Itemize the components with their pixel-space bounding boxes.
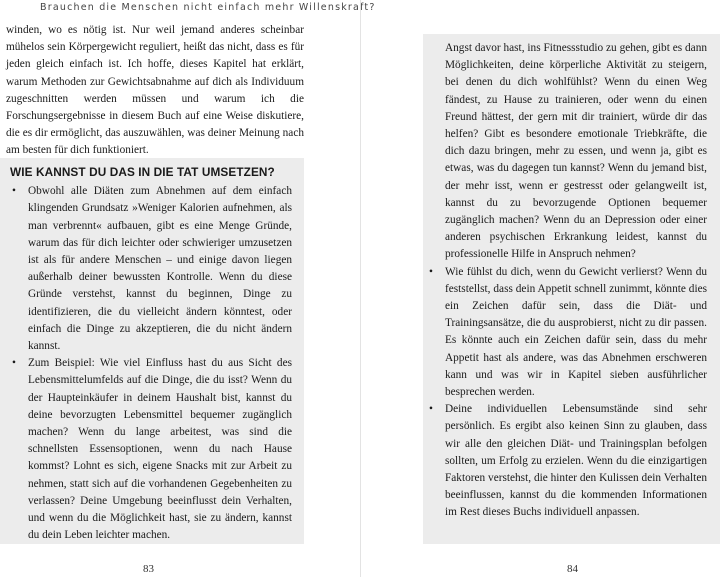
page-number-right: 84 [567, 563, 578, 575]
action-box-right [423, 34, 720, 544]
list-item: • Zum Beispiel: Wie viel Einfluss hast du aus Sicht des Lebensmittelumfelds auf die Dinge, die du isst? Wenn du der Haupteinkäufer in deinem Haushalt bist, kannst du deine bevorzugten Lebensmittel bequemer zugänglich machen? Wenn du lange arbeitest, was sind die schnellsten Essensoptionen, wenn du nach Hause kommst? Lohnt es sich, eigene Snacks mit zur Arbeit zu nehmen, statt sich auf die vorhandenen Gegebenheiten zu verlassen? Deine Umgebung beeinflusst dein Verhalten, und wenn du die Möglichkeit hast, sie zu ändern, kannst du dein Leben leichter machen. [6, 355, 304, 544]
right-page [360, 0, 720, 577]
left-body-text: winden, wo es nötig ist. Nur weil jemand anderes scheinbar mühelos sein Körpergewicht reguliert, heißt das nicht, dass es für jeden gleich einfach ist. Ich hoffe, dieses Kapitel hat erklärt, warum Methoden zur Gewichtsabnahme auf dich als Individuum zugeschnitten werden müssen und warum ich die Forschungsergebnisse in diesem Buch auf eine Weise diskutiere, die es dir ermöglicht, das auszuwählen, was deiner Meinung nach am besten für dich funktioniert. [6, 24, 304, 157]
action-box-left [0, 158, 304, 544]
running-head: Brauchen die Menschen nicht einfach mehr Willenskraft? [40, 2, 376, 13]
list-item: • Deine individuellen Lebensumstände sind sehr persönlich. Es ergibt also keinen Sinn zu glauben, dass wir alle den gleichen Diät- und Trainingsplan befolgen sollten, um Erfolg zu erzielen. Wenn du die einzigartigen Faktoren verstehst, die hinter den Kulissen dein Verhalten beeinflussen, kannst du die kommenden Informationen im Rest dieses Buchs individuell anpassen. [423, 401, 720, 521]
list-item: • Wie fühlst du dich, wenn du Gewicht verlierst? Wenn du feststellst, dass dein Appetit schnell zunimmt, könnte dies ein Zeichen dafür sein, dass die Diät- und Trainingsansätze, die du ausprobierst, nicht zu dir passen. Es könnte auch ein Zeichen dafür sein, dass du mehr Appetit hast als andere, was das Abnehmen erschweren kann und was wir in Kapitel sieben ausführlicher besprechen werden. [423, 264, 720, 402]
action-bullet-list [6, 183, 304, 544]
action-bullet-list-right [423, 264, 720, 522]
box-continuation-text: Angst davor hast, ins Fitnessstudio zu gehen, gibt es dann Möglichkeiten, deine körperliche Aktivität zu steigern, bei denen du dich wohlfühlst? Wenn du einen Weg fändest, zu Hause zu trainieren, oder wenn du einen Freund hättest, der gern mit dir trainiert, würde dir das helfen? Gibt es besondere emotionale Triebkräfte, die dich dazu bringen, mehr zu essen, und wenn ja, gibt es etwas, was du dagegen tun kannst? Wenn du jemand bist, der mehr isst, wenn er gestresst oder gelangweilt ist, kannst du zu bevorzugende Optionen bequemer zugänglich machen? Wenn du an Depression oder einer anderen psychischen Erkrankung leidest, kannst du professionelle Hilfe in Anspruch nehmen? [445, 42, 707, 261]
page-number-left: 83 [143, 563, 154, 575]
action-box-title: WIE KANNST DU DAS IN DIE TAT UMSETZEN? [10, 165, 275, 179]
list-item: • Obwohl alle Diäten zum Abnehmen auf dem einfach klingenden Grundsatz »Weniger Kalorien aufnehmen, als man verbrennt« aufbauen, gibt es eine Menge Gründe, warum das für dich leichter oder schwieriger umzusetzen ist als für andere Menschen – und einige davon liegen außerhalb deiner bewussten Kontrolle. Wenn du diese Gründe verstehst, kannst du beginnen, Dinge zu identifizieren, die du vielleicht ändern könntest, oder einfach die Dinge zu akzeptieren, die du nicht ändern kannst. [6, 183, 304, 355]
